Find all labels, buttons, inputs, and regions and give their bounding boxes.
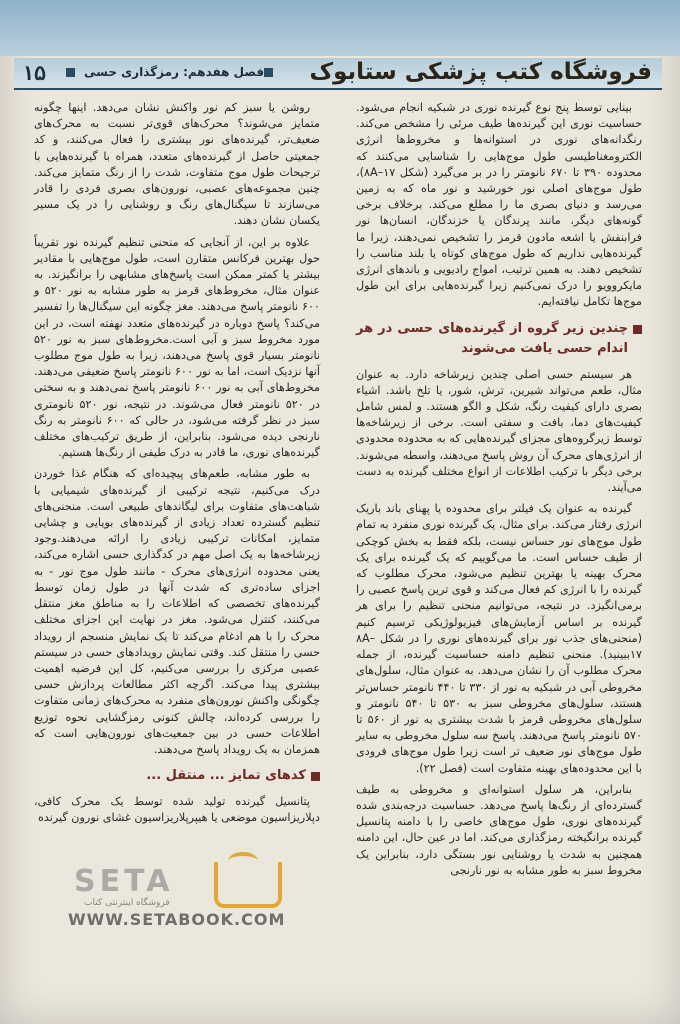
paragraph: روشن یا سبز کم نور واکنش نشان می‌دهد. اینها چگونه متمایز می‌شوند؟ محرک‌های قوی‌تر نسبت به محرک‌های ضعیف‌تر، گیرنده‌های نور بیشتری را فعال می‌کنند، و کد جمعیتی حاصل از گیرنده‌های متعدد، همراه با گیرنده‌هایی با ترجیحات طول موج متفاوت، شدت را از رنگ متمایز می‌کند. چنین مجموعه‌های عصبی، نورون‌های بصری فردی را قادر می‌سازند تا سیگنال‌های رنگ و روشنایی را در یک مسیر یکسان نشان دهند. — [34, 101, 320, 228]
section-heading-text: چندین زیر گروه از گیرنده‌های حسی در هر اندام حسی یافت می‌شوند — [356, 320, 628, 356]
watermark — [64, 860, 304, 929]
section-heading — [356, 319, 642, 359]
store-title: فروشگاه کتب پزشکی ستابوک — [309, 59, 652, 85]
heading-bullet-icon — [633, 325, 642, 334]
paragraph: بینایی توسط پنج نوع گیرنده نوری در شبکیه انجام می‌شود. حساسیت نوری این گیرنده‌ها طیف مرئی را مشخص می‌کند. رنگدانه‌های نوری در استوانه‌ها و مخروط‌ها انرژی الکترومغناطیسی طول موج‌هایی را شناسایی می‌کنند که محدوده ۳۹۰ تا ۶۷۰ نانومتر را در بر می‌گیرد (شکل ۸A–۱۷)، طول موج‌های اصلی نور خورشید و نور ماه که به زمین می‌رسد و دنیای بصری ما را مطلع می‌کند. برخلاف برخی گونه‌های دیگر، مانند پرندگان یا خزندگان، انسان‌ها نور فرابنفش یا اشعه مادون قرمز را تشخیص نمی‌دهند، زیرا ما گیرنده‌هایی نداریم که طول موج‌های کوتاه یا بلند مناسب را تشخیص دهند. به همین ترتیب، امواج رادیویی و باندهای انرژی مایکروویو را درک نمی‌کنیم زیرا گیرنده‌هایی برای این طول موج‌ها تکامل نیافته‌ایم. — [356, 101, 642, 309]
left-column — [34, 100, 320, 832]
header-square-icon — [66, 68, 75, 77]
paragraph: بنابراین، هر سلول استوانه‌ای و مخروطی به طیف گسترده‌ای از رنگ‌ها پاسخ می‌دهد. حساسیت درجه‌بندی شده گیرنده‌های نوری، طول موج‌های خاصی را با دامنه پتانسیل گیرنده برانگیخته رمزگذاری می‌کند. اما در عین حال، این دامنه همچنین به شدت یا روشنایی نور بستگی دارد، بنابراین یک مخروط سبز به طور مشابه به نور نارنجی — [356, 782, 642, 877]
page-top-band — [0, 0, 680, 56]
section-heading — [34, 766, 320, 786]
right-column — [356, 100, 642, 884]
watermark-tagline: فروشگاه اینترنتی کتاب — [84, 898, 170, 908]
page-number: ۱۵ — [22, 61, 47, 85]
header-square-icon — [264, 68, 273, 77]
watermark-brand: SETA — [74, 864, 174, 899]
paragraph: پتانسیل گیرنده تولید شده توسط یک محرک کافی، دپلاریزاسیون موضعی یا هیپرپلاریزاسیون غشای نورون گیرنده — [34, 795, 320, 825]
paragraph: هر سیستم حسی اصلی چندین زیرشاخه دارد. به عنوان مثال، طعم می‌تواند شیرین، ترش، شور، یا تلخ باشد. اشیاء بصری دارای کیفیت رنگ، شکل و الگو هستند. و لمس شامل کیفیت‌های دما، بافت و سفتی است. برخی از زیرشاخه‌ها توسط زیرگروه‌های مجزای گیرنده‌هایی که به محدوده محدودی از انرژی‌های محرک آن روش پاسخ می‌دهند، واسطه می‌شوند. برخی دیگر با ترکیب اطلاعات از انواع مختلف گیرنده به دست می‌آیند. — [355, 367, 642, 495]
chapter-label: فصل هفدهم: رمزگذاری حسی — [84, 65, 265, 79]
section-heading-text: کدهای تمایز ... منتقل ... — [146, 768, 306, 784]
setabook-logo-icon — [214, 862, 282, 908]
paragraph: گیرنده به عنوان یک فیلتر برای محدوده یا پهنای باند باریک انرژی رفتار می‌کند. برای مثال، یک گیرنده نوری منفرد به تمام طول موج‌های نور حساس نیست، بلکه فقط به بخش کوچکی از طیف حساس است. ما می‌گوییم که یک گیرنده برای یک محرک بهینه یا بهترین تنظیم می‌شود، محرک مطلوب که گیرنده را با انرژی کم فعال می‌کند و قوی ترین پاسخ عصبی را برمی‌انگیزد. در نتیجه، می‌توانیم منحنی تنظیم را برای هر گیرنده بر اساس آزمایش‌های فیزیولوژیکی ترسیم کنیم (منحنی‌های جذب نور برای گیرنده‌های نوری را در شکل ۸A–۱۷ببینید). منحنی تنظیم دامنه حساسیت گیرنده، از جمله محرک مطلوب آن را نشان می‌دهد. به عنوان مثال، سلول‌های مخروطی آبی در شبکیه به نور از ۳۳۰ تا ۴۴۰ نانومتر حساس‌تر هستند، سلول‌های مخروطی سبز به ۵۳۰ تا ۵۴۰ نانومتر و سلول‌های مخروطی قرمز با شدت بیشتری به نور از ۵۶۰ تا ۵۷۰ نانومتر پاسخ می‌دهند. پاسخ سه سلول مخروطی به سایر طول موج‌های نور ضعیف تر است زیرا طول موج‌های فرودی با این محدوده‌های بهینه متفاوت است (فصل ۲۲). — [356, 502, 642, 775]
paragraph: به طور مشابه، طعم‌های پیچیده‌ای که هنگام غذا خوردن درک می‌کنیم، نتیجه ترکیبی از گیرنده‌های شیمیایی با شباهت‌های متفاوت برای لیگاندهای طبیعی است. منحنی‌های تنظیم گسترده تعداد زیادی از گیرنده‌های بویایی و چشایی متمایز، امکانات ترکیبی زیادی را ارائه می‌دهند.وجود زیرشاخه‌ها به یک اصل مهم در کدگذاری حسی اشاره می‌کند، یعنی محدوده انرژی‌های محرک - مانند طول موج نور - به اجزای ساده‌تری که شدت آنها در طول زمان توسط گیرنده‌های تخصصی که اطلاعات را به مناطق مغز منتقل می‌کنند، کنترل می‌شود. مغز در نهایت این اجزای مختلف محرک را با هم ادغام می‌کند تا یک نمایش منسجم از رویداد حسی را منتقل کند. وقتی نمایش رویدادهای حسی در سیستم عصبی مرکزی را بررسی می‌کنیم، کل این فرضیه اهمیت بیشتری پیدا می‌کند. اگرچه اکثر مطالعات پردازش حسی چگونگی واکنش نورون‌های منفرد به محرک‌های زمانی متفاوت را بررسی کرده‌اند، چالش کنونی رمزگشایی نحوه توزیع اطلاعات حسی در بین جمعیت‌های نورون‌هایی است که همزمان به یک رویداد پاسخ می‌دهند. — [34, 467, 320, 756]
paragraph: علاوه بر این، از آنجایی که منحنی تنظیم گیرنده نور تقریباً حول بهترین فرکانس متقارن است، طول موج‌هایی با مقادیر بیشتر یا کمتر ممکن است پاسخ‌های مشابهی را برانگیزند. به عنوان مثال، مخروط‌های قرمز به طور مشابه به نور ۵۲۰ و ۶۰۰ نانومتر پاسخ می‌دهند. مغز چگونه این سیگنال‌ها را تفسیر می‌کند؟ پاسخ دوباره در گیرنده‌های متعدد نهفته است، در این مورد مخروط سبز و آبی است.مخروط‌های سبز به نور ۵۲۰ نانومتر بسیار قوی پاسخ می‌دهند، زیرا به طول موج مطلوب آنها نزدیک است، اما به نور ۶۰۰ نانومتر پاسخ ضعیفی می‌دهند. مخروط‌های آبی به نور ۶۰۰ نانومتر پاسخ نمی‌دهند و به سختی در ۵۲۰ نانومتر فعال می‌شوند. در نتیجه، نور ۵۲۰ نانومتری سبز در نظر گرفته می‌شود، در حالی که ۶۰۰ نانومتر به رنگ نارنجی دیده می‌شود. بنابراین، از طریق ترکیب‌های مختلف گیرنده‌های نوری، ما قادر به درک طیفی از رنگ‌ها هستیم. — [34, 235, 321, 460]
page-header — [14, 58, 662, 90]
heading-bullet-icon — [311, 772, 320, 781]
watermark-url: WWW.SETABOOK.COM — [68, 910, 286, 929]
